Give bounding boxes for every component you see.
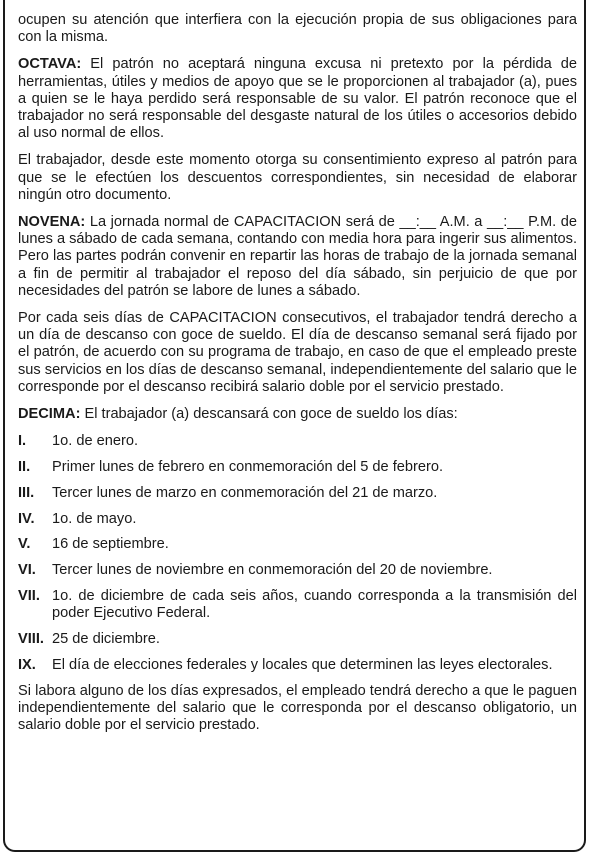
list-item-number: I. bbox=[18, 433, 27, 450]
list-item-number: IX. bbox=[18, 656, 36, 673]
list-item-text: 1o. de mayo. bbox=[52, 510, 137, 527]
clause-novena bbox=[18, 214, 577, 300]
clause-decima bbox=[18, 406, 577, 423]
paragraph-final: Si labora alguno de los días expresados, el empleado tendrá derecho a que le paguen independientemente del salario que le corresponda por el descanso obligatorio, un salario doble por el servicio prestado. bbox=[18, 682, 577, 734]
clause-decima-text: El trabajador (a) descansará con goce de sueldo los días: bbox=[84, 406, 458, 423]
list-item-text: 1o. de enero. bbox=[52, 433, 139, 450]
list-item-number: II. bbox=[18, 459, 31, 476]
list-item bbox=[18, 511, 577, 528]
list-item bbox=[18, 485, 577, 502]
clause-octava-text: El patrón no aceptará ninguna excusa ni pretexto por la pérdida de herramientas, útiles y medios de apoyo que se le proporcionen al trabajador (a), pues a quien se le haya perdido será responsable de su valor. El patrón reconoce que el trabajador no será responsable del desgaste natural de los útiles o accesorios debido al uso normal de ellos. bbox=[18, 56, 577, 142]
document-body bbox=[18, 12, 577, 744]
list-item-number: VII. bbox=[18, 588, 40, 605]
paragraph-rest-day: Por cada seis días de CAPACITACION consecutivos, el trabajador tendrá derecho a un día de descanso con goce de sueldo. El día de descanso semanal será fijado por el patrón, de acuerdo con su programa de trabajo, en caso de que el empleado preste sus servicios en los días de descanso semanal, independientemente del salario que le corresponde por el descanso recibirá salario doble por el servicio prestado. bbox=[18, 310, 577, 395]
list-item bbox=[18, 459, 577, 476]
list-item-text: El día de elecciones federales y locales que determinen las leyes electorales. bbox=[52, 656, 553, 673]
list-item-number: VIII. bbox=[18, 631, 44, 648]
list-item-text: Primer lunes de febrero en conmemoración del 5 de febrero. bbox=[52, 459, 443, 476]
list-item-number: III. bbox=[18, 484, 35, 501]
list-item bbox=[18, 631, 577, 648]
list-item bbox=[18, 536, 577, 553]
list-item bbox=[18, 562, 577, 579]
clause-novena-heading: NOVENA: bbox=[18, 214, 86, 231]
clause-octava-heading: OCTAVA: bbox=[18, 56, 82, 73]
holiday-list bbox=[18, 433, 577, 674]
list-item-number: VI. bbox=[18, 562, 36, 579]
paragraph-continuation: ocupen su atención que interfiera con la ejecución propia de sus obligaciones para con la misma. bbox=[18, 12, 577, 46]
clause-octava bbox=[18, 56, 577, 142]
clause-novena-text: La jornada normal de CAPACITACION será de __:__ A.M. a __:__ P.M. de lunes a sábado de cada semana, contando con media hora para ingerir sus alimentos. Pero las partes podrán convenir en repartir las horas de trabajo de la jornada semanal a fin de permitir al trabajador el reposo del día sábado, sin perjuicio de que por necesidades del patrón se labore de lunes a sábado. bbox=[18, 214, 577, 299]
list-item bbox=[18, 433, 577, 450]
list-item-text: 1o. de diciembre de cada seis años, cuando corresponda a la transmisión del poder Ejecutivo Federal. bbox=[52, 588, 577, 622]
list-item-number: V. bbox=[18, 536, 31, 553]
list-item bbox=[18, 657, 577, 674]
list-item-number: IV. bbox=[18, 510, 35, 527]
list-item bbox=[18, 588, 577, 622]
paragraph-consent: El trabajador, desde este momento otorga su consentimiento expreso al patrón para que se le efectúen los descuentos correspondientes, sin necesidad de elaborar ningún otro documento. bbox=[18, 152, 577, 203]
list-item-text: 25 de diciembre. bbox=[52, 631, 160, 648]
list-item-text: Tercer lunes de noviembre en conmemoración del 20 de noviembre. bbox=[52, 562, 493, 579]
list-item-text: Tercer lunes de marzo en conmemoración del 21 de marzo. bbox=[52, 484, 438, 501]
clause-decima-heading: DECIMA: bbox=[18, 406, 81, 423]
list-item-text: 16 de septiembre. bbox=[52, 536, 169, 553]
